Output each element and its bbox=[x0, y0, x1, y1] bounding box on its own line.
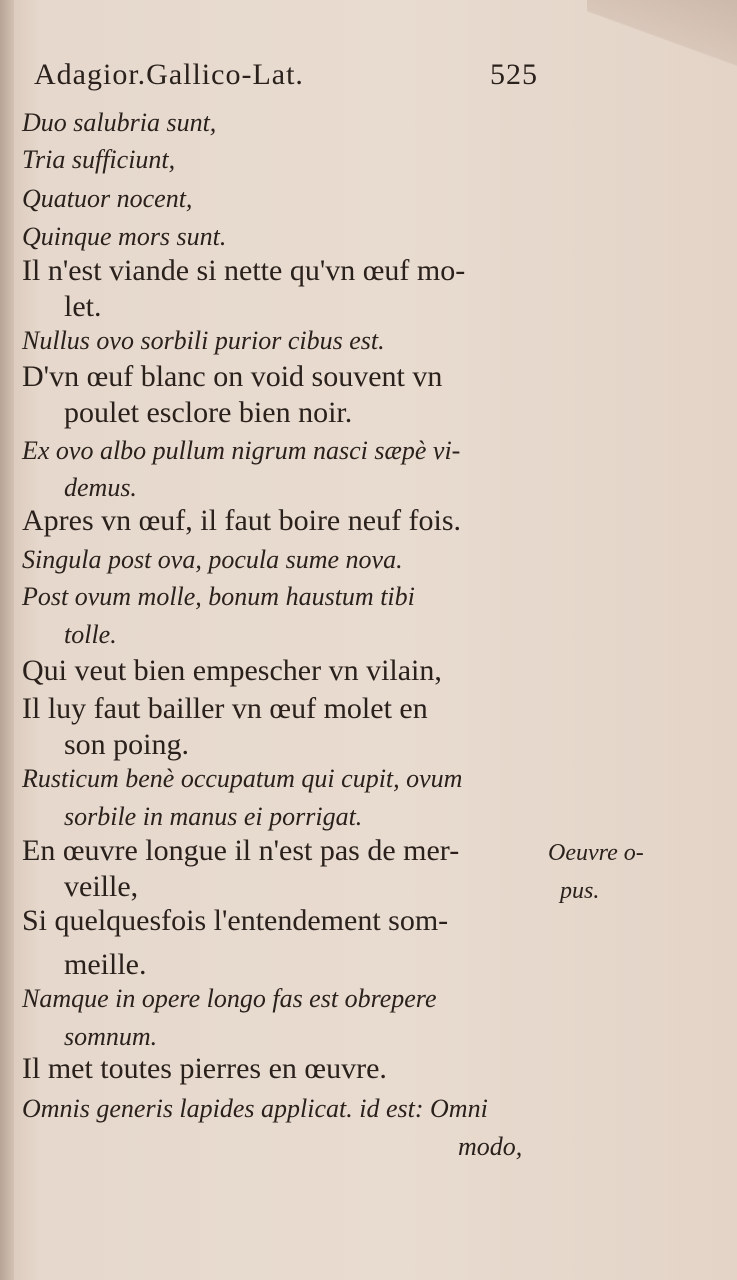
text-line: meille. bbox=[64, 948, 147, 981]
text-line: D'vn œuf blanc on void souvent vn bbox=[22, 360, 443, 393]
text-line: Tria sufficiunt, bbox=[22, 145, 176, 174]
running-header bbox=[34, 58, 544, 98]
page-gutter bbox=[0, 0, 14, 1280]
text-line: Si quelquesfois l'entendement som- bbox=[22, 904, 449, 937]
text-line: Omnis generis lapides applicat. id est: Omni bbox=[22, 1094, 488, 1123]
text-line: sorbile in manus ei porrigat. bbox=[64, 802, 363, 831]
text-line: poulet esclore bien noir. bbox=[64, 396, 353, 429]
folded-corner bbox=[587, 0, 737, 90]
text-line: Apres vn œuf, il faut boire neuf fois. bbox=[22, 504, 462, 537]
text-line: Il n'est viande si nette qu'vn œuf mo- bbox=[22, 254, 466, 287]
text-line: son poing. bbox=[64, 728, 190, 761]
margin-note-line: pus. bbox=[560, 878, 600, 904]
text-line: Quinque mors sunt. bbox=[22, 222, 227, 251]
text-line: Singula post ova, pocula sume nova. bbox=[22, 545, 403, 574]
text-line: Qui veut bien empescher vn vilain, bbox=[22, 654, 442, 687]
text-line: demus. bbox=[64, 473, 137, 502]
text-line: Post ovum molle, bonum haustum tibi bbox=[22, 582, 415, 611]
page-number: 525 bbox=[490, 58, 538, 91]
text-line: modo, bbox=[458, 1132, 523, 1161]
text-line: Il met toutes pierres en œuvre. bbox=[22, 1052, 387, 1085]
text-line: Il luy faut bailler vn œuf molet en bbox=[22, 692, 428, 725]
text-line: Nullus ovo sorbili purior cibus est. bbox=[22, 326, 385, 355]
text-line: Namque in opere longo fas est obrepere bbox=[22, 984, 437, 1013]
text-line: Duo salubria sunt, bbox=[22, 108, 217, 137]
text-line: veille, bbox=[64, 870, 139, 903]
text-line: Rusticum benè occupatum qui cupit, ovum bbox=[22, 764, 463, 793]
text-line: En œuvre longue il n'est pas de mer- bbox=[22, 834, 460, 867]
text-line: tolle. bbox=[64, 620, 117, 649]
text-line: somnum. bbox=[64, 1022, 158, 1051]
margin-note-line: Oeuvre o- bbox=[548, 840, 644, 866]
text-line: let. bbox=[64, 290, 102, 323]
text-line: Quatuor nocent, bbox=[22, 184, 193, 213]
text-line: Ex ovo albo pullum nigrum nasci sæpè vi- bbox=[22, 436, 461, 465]
running-title: Adagior.Gallico-Lat. bbox=[34, 58, 304, 91]
